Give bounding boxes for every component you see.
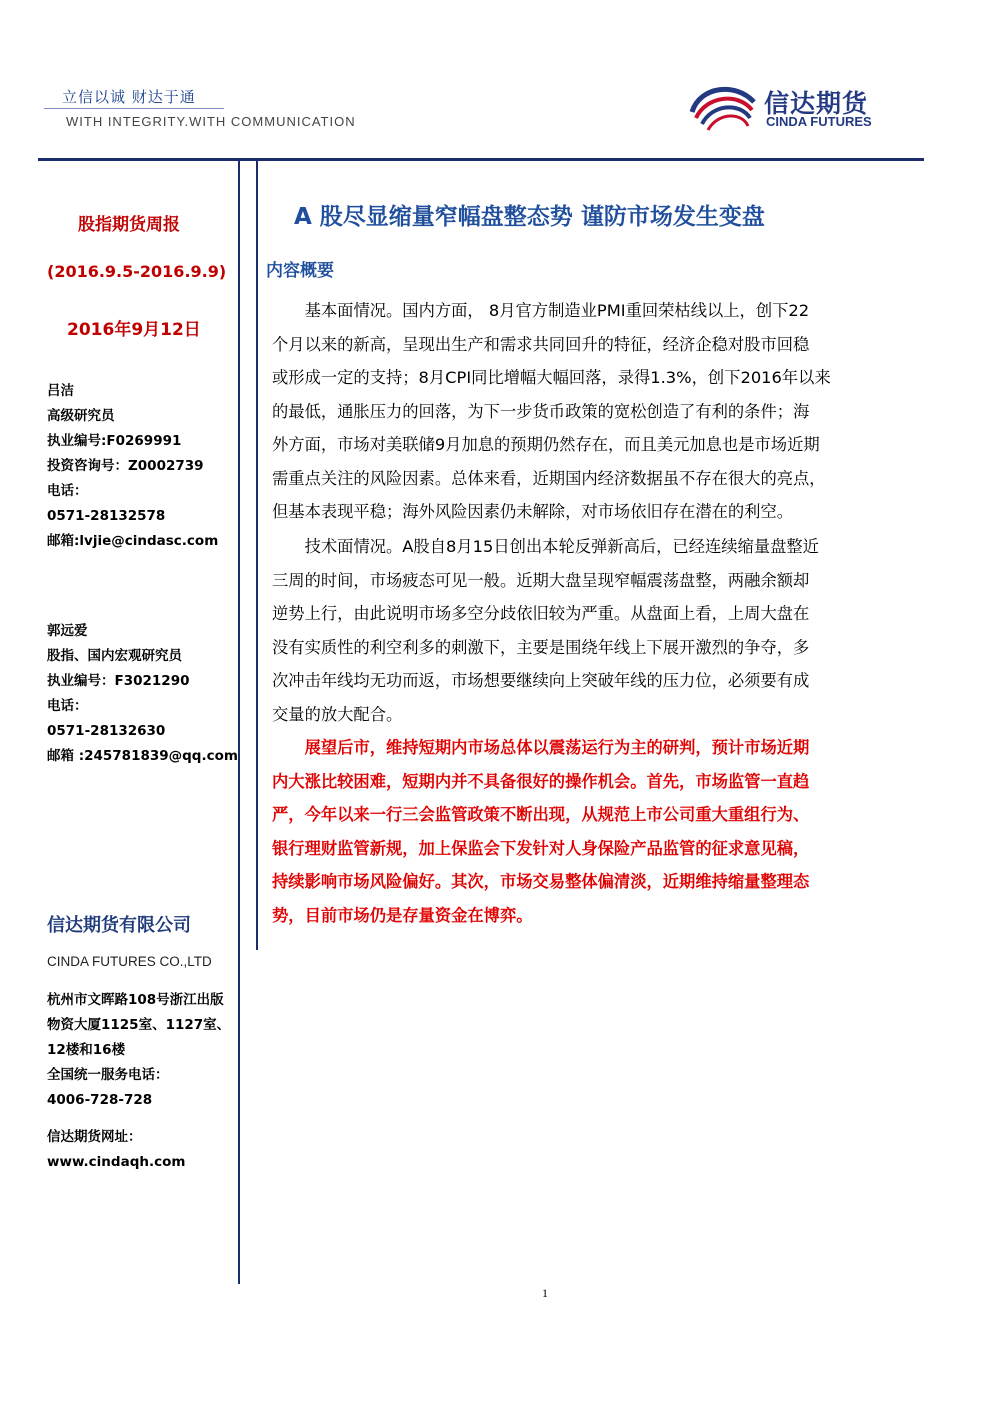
author-title: 高级研究员: [47, 408, 115, 424]
paragraph-line: 交量的放大配合。: [272, 704, 403, 724]
author-phone-label: 电话：: [47, 698, 88, 714]
report-title: A 股尽显缩量窄幅盘整态势 谨防市场发生变盘: [294, 204, 765, 230]
paragraph-line: 严，今年以来一行三会监管政策不断出现，从规范上市公司重大重组行为、: [272, 805, 810, 824]
outlook-paragraph: [272, 731, 890, 932]
author-phone: 0571-28132578: [47, 508, 166, 524]
paragraph-line: 逆势上行，由此说明市场多空分歧依旧较为严重。从盘面上看，上周大盘在: [272, 604, 810, 623]
paragraph-line: 没有实质性的利空利多的刺激下，主要是围绕年线上下展开激烈的争夺，多: [272, 637, 810, 657]
fundamentals-paragraph: [272, 294, 890, 529]
paragraph-line: 技术面情况。A股自8月15日创出本轮反弹新高后，已经连续缩量盘整近: [304, 537, 819, 556]
paragraph-line: 内大涨比较困难，短期内并不具备很好的操作机会。首先，市场监管一直趋: [272, 771, 810, 791]
header-divider: [38, 158, 924, 161]
paragraph-line: 的最低，通胀压力的回落，为下一步货币政策的宽松创造了有利的条件；海: [272, 401, 810, 421]
company-address: 12楼和16楼: [47, 1042, 126, 1058]
paragraph-line: 或形成一定的支持；8月CPI同比增幅大幅回落，录得1.3%，创下2016年以来: [272, 368, 831, 387]
paragraph-line: 需重点关注的风险因素。总体来看，近期国内经济数据虽不存在很大的亮点，: [272, 468, 826, 488]
service-phone-label: 全国统一服务电话：: [47, 1067, 169, 1083]
author-email: 邮箱:lvjie@cindasc.com: [47, 533, 219, 549]
company-address: 物资大厦1125室、1127室、: [47, 1017, 231, 1033]
author-phone-label: 电话：: [47, 483, 88, 499]
company-name-en: CINDA FUTURES CO.,LTD: [47, 954, 212, 969]
paragraph-line: 银行理财监管新规，加上保监会下发针对人身保险产品监管的征求意见稿，: [272, 838, 810, 858]
paragraph-line: 持续影响市场风险偏好。其次，市场交易整体偏清淡，近期维持缩量整理态: [272, 872, 810, 891]
company-name-cn: 信达期货有限公司: [47, 915, 191, 936]
content-divider: [256, 160, 258, 950]
paragraph-line: 次冲击年线均无功而返，市场想要继续向上突破年线的压力位，必须要有成: [272, 671, 810, 690]
technical-paragraph: [272, 530, 890, 731]
slogan-en: WITH INTEGRITY.WITH COMMUNICATION: [66, 114, 356, 129]
company-contact: [47, 988, 240, 1175]
website-label: 信达期货网址：: [47, 1129, 142, 1145]
slogan-underline: [44, 108, 224, 109]
author-phone: 0571-28132630: [47, 723, 166, 739]
company-address: 杭州市文晖路108号浙江出版: [47, 992, 224, 1008]
author-title: 股指、国内宏观研究员: [47, 648, 182, 664]
paragraph-line: 个月以来的新高，呈现出生产和需求共同回升的特征，经济企稳对股市回稳: [272, 334, 810, 354]
paragraph-line: 展望后市，维持短期内市场总体以震荡运行为主的研判，预计市场近期: [304, 738, 810, 757]
author-email: 邮箱 :245781839@qq.com: [47, 748, 238, 764]
paragraph-line: 基本面情况。国内方面， 8月官方制造业PMI重回荣枯线以上，创下22: [304, 301, 810, 320]
logo-text-cn: 信达期货: [764, 89, 869, 118]
slogan-cn: 立信以诚 财达于通: [62, 88, 196, 106]
author-license: 执业编号:F0269991: [47, 433, 182, 449]
paragraph-line: 势，目前市场仍是存量资金在博弈。: [272, 905, 533, 925]
logo-text-en: CINDA FUTURES: [766, 114, 872, 129]
service-phone: 4006-728-728: [47, 1092, 153, 1108]
paragraph-line: 外方面，市场对美联储9月加息的预期仍然存在，而且美元加息也是市场近期: [272, 435, 820, 454]
author-license: 执业编号：F3021290: [47, 673, 190, 689]
spacer: [47, 1113, 240, 1125]
author-consult-number: 投资咨询号：Z0002739: [47, 458, 204, 474]
report-type: 股指期货周报: [78, 215, 180, 235]
author-name: 吕洁: [47, 383, 74, 399]
report-date-range: (2016.9.5-2016.9.9): [47, 262, 227, 281]
website-link[interactable]: www.cindaqh.com: [47, 1154, 186, 1170]
cinda-swirl-logo-icon: [688, 82, 758, 134]
paragraph-line: 三周的时间，市场疲态可见一般。近期大盘呈现窄幅震荡盘整，两融余额却: [272, 570, 810, 590]
section-heading: 内容概要: [266, 261, 334, 281]
page-number: 1: [542, 1286, 548, 1300]
paragraph-line: 但基本表现平稳；海外风险因素仍未解除，对市场依旧存在潜在的利空。: [272, 502, 794, 521]
author-name: 郭远爱: [47, 623, 88, 639]
author-info-1: [47, 379, 240, 554]
report-date: 2016年9月12日: [67, 320, 201, 340]
author-info-2: [47, 619, 240, 769]
